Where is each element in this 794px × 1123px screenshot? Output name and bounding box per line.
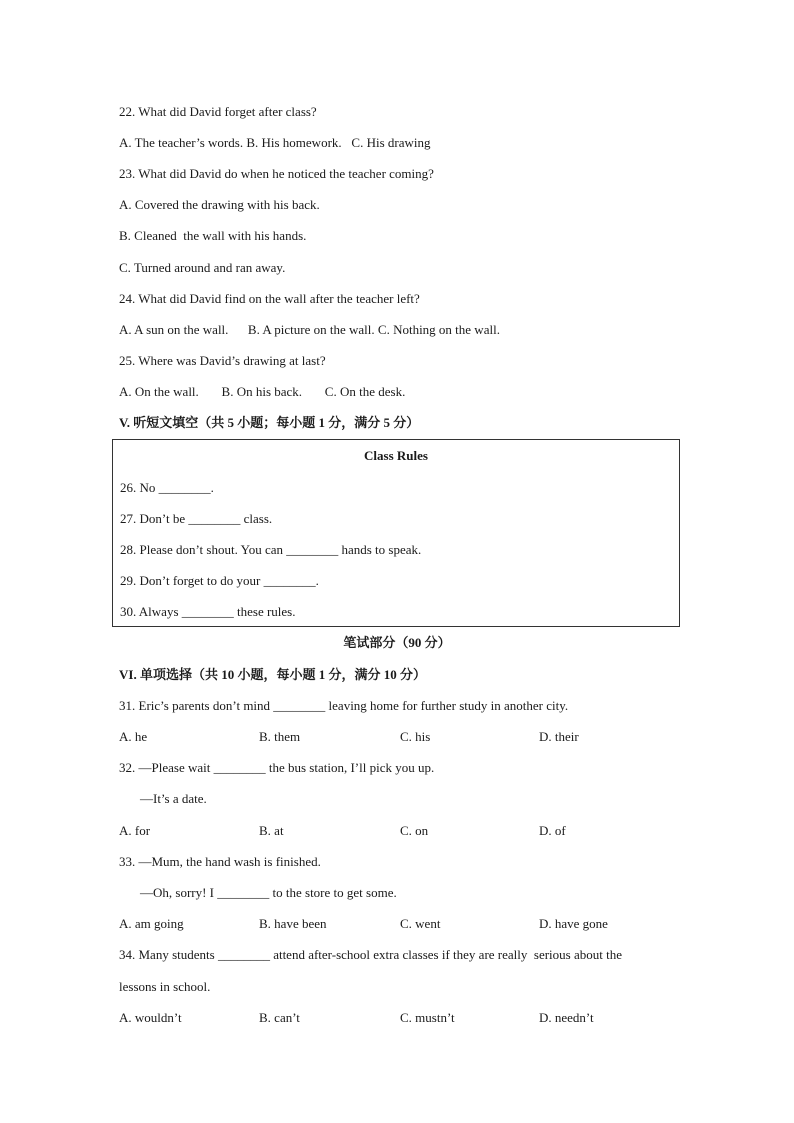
q32-reply: —It’s a date. — [140, 791, 207, 806]
written-part-heading: 笔试部分（90 分） — [343, 635, 451, 650]
q31-option-a: A. he — [119, 729, 148, 744]
rule-item: 26. No ________. — [120, 480, 214, 495]
q33-option-a: A. am going — [119, 916, 184, 931]
q22-options: A. The teacher’s words. B. His homework. C. His drawing — [119, 135, 431, 150]
q32-option-b: B. at — [259, 823, 284, 838]
q32-option-d: D. of — [539, 823, 566, 838]
rule-item: 29. Don’t forget to do your ________. — [120, 573, 319, 588]
q33-option-b: B. have been — [259, 916, 327, 931]
q33-reply: —Oh, sorry! I ________ to the store to get some. — [140, 885, 397, 900]
rule-item: 28. Please don’t shout. You can ________ hands to speak. — [120, 542, 422, 557]
q34-option-a: A. wouldn’t — [119, 1010, 182, 1025]
q32-question: 32. —Please wait ________ the bus station, I’ll pick you up. — [119, 760, 435, 775]
q32-option-c: C. on — [400, 823, 429, 838]
q23-question: 23. What did David do when he noticed the teacher coming? — [119, 166, 434, 181]
q32-option-a: A. for — [119, 823, 151, 838]
q25-options: A. On the wall. B. On his back. C. On the desk. — [119, 384, 406, 399]
q34-option-c: C. mustn’t — [400, 1010, 455, 1025]
q33-option-d: D. have gone — [539, 916, 608, 931]
q34-option-b: B. can’t — [259, 1010, 300, 1025]
q24-options: A. A sun on the wall. B. A picture on the wall. C. Nothing on the wall. — [119, 322, 500, 337]
q31-option-b: B. them — [259, 729, 301, 744]
class-rules-box — [112, 439, 680, 627]
q23-option-c: C. Turned around and ran away. — [119, 260, 286, 275]
q33-question: 33. —Mum, the hand wash is finished. — [119, 854, 321, 869]
rule-item: 30. Always ________ these rules. — [120, 604, 296, 619]
section-6-heading: VI. 单项选择（共 10 小题，每小题 1 分，满分 10 分） — [119, 667, 426, 682]
q23-option-a: A. Covered the drawing with his back. — [119, 197, 320, 212]
section-5-heading: V. 听短文填空（共 5 小题；每小题 1 分，满分 5 分） — [119, 415, 420, 430]
q31-question: 31. Eric’s parents don’t mind ________ leaving home for further study in another city. — [119, 698, 569, 713]
q34-question-line-2: lessons in school. — [119, 979, 211, 994]
q22-question: 22. What did David forget after class? — [119, 104, 317, 119]
q24-question: 24. What did David find on the wall after the teacher left? — [119, 291, 420, 306]
rule-item: 27. Don’t be ________ class. — [120, 511, 273, 526]
q33-option-c: C. went — [400, 916, 441, 931]
q25-question: 25. Where was David’s drawing at last? — [119, 353, 326, 368]
q34-question-line-1: 34. Many students ________ attend after-school extra classes if they are really serious about the — [119, 947, 622, 962]
q31-option-d: D. their — [539, 729, 579, 744]
class-rules-title: Class Rules — [364, 448, 428, 463]
q31-option-c: C. his — [400, 729, 431, 744]
q34-option-d: D. needn’t — [539, 1010, 594, 1025]
q23-option-b: B. Cleaned the wall with his hands. — [119, 228, 307, 243]
